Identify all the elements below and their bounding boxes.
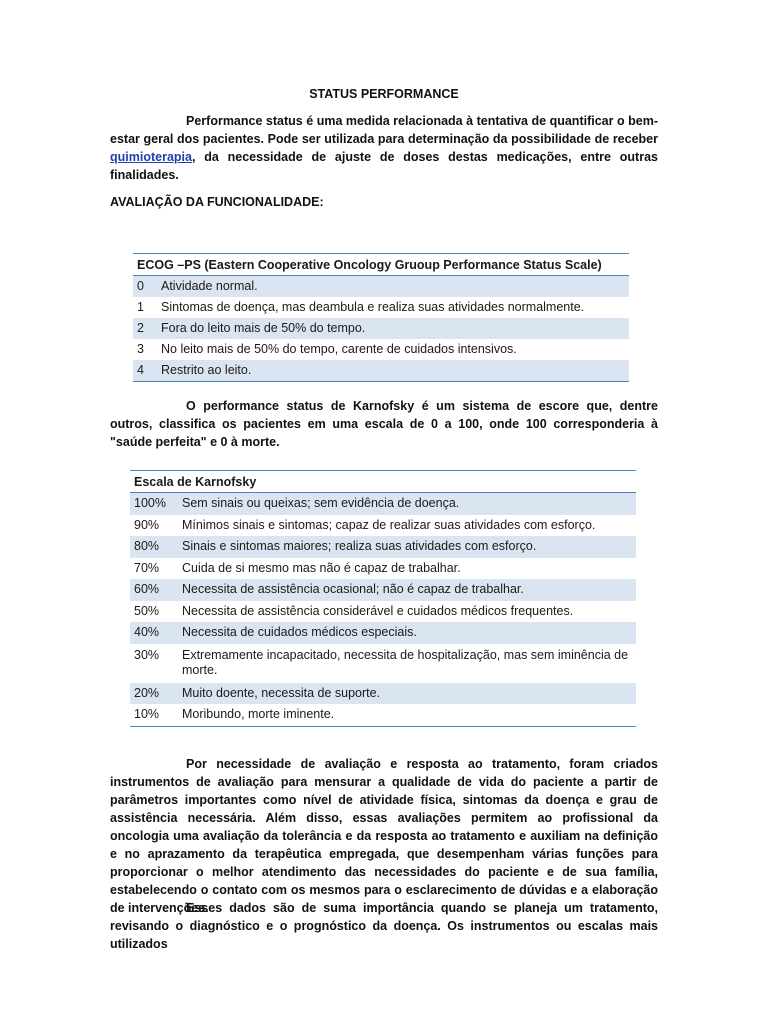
karnofsky-description: Necessita de cuidados médicos especiais. bbox=[178, 622, 636, 644]
ecog-description: No leito mais de 50% do tempo, carente de cuidados intensivos. bbox=[161, 342, 517, 356]
intro-text-end: , da necessidade de ajuste de doses destas medicações, entre outras finalidades. bbox=[110, 150, 658, 182]
importance-paragraph bbox=[110, 899, 658, 953]
karnofsky-table bbox=[130, 470, 636, 727]
karnofsky-description: Extremamente incapacitado, necessita de hospitalização, mas sem iminência de morte. bbox=[182, 647, 629, 677]
karnofsky-row bbox=[130, 704, 636, 726]
karnofsky-score: 50% bbox=[134, 603, 160, 618]
ecog-description: Fora do leito mais de 50% do tempo. bbox=[157, 318, 629, 339]
karnofsky-score: 30% bbox=[134, 647, 160, 662]
karnofsky-row bbox=[130, 601, 636, 623]
karnofsky-description: Moribundo, morte iminente. bbox=[178, 704, 636, 726]
ecog-table bbox=[133, 253, 629, 382]
karnofsky-score: 70% bbox=[134, 560, 160, 575]
ecog-description: Atividade normal. bbox=[157, 276, 629, 297]
ecog-row bbox=[133, 297, 629, 318]
karnofsky-score: 90% bbox=[134, 517, 160, 532]
karnofsky-description: Necessita de assistência considerável e cuidados médicos frequentes. bbox=[182, 603, 574, 618]
karnofsky-table-caption: Escala de Karnofsky bbox=[130, 470, 636, 493]
section-heading: AVALIAÇÃO DA FUNCIONALIDADE: bbox=[110, 195, 324, 209]
ecog-score: 0 bbox=[133, 276, 157, 297]
importance-text: Esses dados são de suma importância quando se planeja um tratamento, revisando o diagnóstico e o prognóstico da doença. Os instrumentos ou escalas mais utilizados bbox=[110, 901, 658, 951]
karnofsky-description: Sinais e sintomas maiores; realiza suas atividades com esforço. bbox=[178, 536, 636, 558]
karnofsky-description: Sem sinais ou queixas; sem evidência de doença. bbox=[178, 493, 636, 515]
ecog-score: 1 bbox=[137, 300, 144, 314]
ecog-description: Restrito ao leito. bbox=[157, 360, 629, 382]
karnofsky-score: 40% bbox=[130, 622, 178, 644]
karnofsky-row bbox=[130, 579, 636, 601]
ecog-score: 4 bbox=[133, 360, 157, 382]
ecog-description: Sintomas de doença, mas deambula e realiza suas atividades normalmente. bbox=[161, 300, 585, 314]
karnofsky-description: Cuida de si mesmo mas não é capaz de trabalhar. bbox=[182, 560, 461, 575]
ecog-row bbox=[133, 339, 629, 360]
intro-text-start: Performance status é uma medida relacionada à tentativa de quantificar o bem-estar geral dos pacientes. Pode ser utilizada para determinação da possibilidade de receber bbox=[110, 114, 658, 146]
karnofsky-row bbox=[130, 536, 636, 558]
karnofsky-row bbox=[130, 515, 636, 537]
karnofsky-description: Necessita de assistência ocasional; não é capaz de trabalhar. bbox=[178, 579, 636, 601]
assessment-text: Por necessidade de avaliação e resposta ao tratamento, foram criados instrumentos de avaliação para mensurar a qualidade de vida do paciente a partir de parâmetros importantes como nível de atividade física, sintomas da doença e grau de assistência necessária. Além disso, essas avaliações permitem ao profissional da oncologia uma avaliação da tolerância e da resposta ao tratamento e auxiliam na definição e no aprazamento da terapêutica empregada, que desempenham várias funções para proporcionar o melhor atendimento das necessidades do paciente e de sua família, estabelecendo o contato com os mesmos para o esclarecimento de dúvidas e a elaboração de intervenções. bbox=[110, 757, 658, 915]
karnofsky-description: Muito doente, necessita de suporte. bbox=[178, 683, 636, 705]
ecog-table-caption: ECOG –PS (Eastern Cooperative Oncology Gruoup Performance Status Scale) bbox=[133, 253, 629, 276]
karnofsky-score: 10% bbox=[130, 704, 178, 726]
karnofsky-intro-paragraph bbox=[110, 397, 658, 451]
karnofsky-row bbox=[130, 493, 636, 515]
chemotherapy-link[interactable]: quimioterapia bbox=[110, 150, 192, 164]
page-title: STATUS PERFORMANCE bbox=[309, 87, 459, 101]
karnofsky-row bbox=[130, 558, 636, 580]
karnofsky-score: 80% bbox=[130, 536, 178, 558]
ecog-score: 2 bbox=[133, 318, 157, 339]
karnofsky-intro-text: O performance status de Karnofsky é um sistema de escore que, dentre outros, classifica os pacientes em uma escala de 0 a 100, onde 100 corresponderia à "saúde perfeita" e 0 à morte. bbox=[110, 399, 658, 449]
karnofsky-score: 100% bbox=[130, 493, 178, 515]
karnofsky-score: 20% bbox=[130, 683, 178, 705]
karnofsky-score: 60% bbox=[130, 579, 178, 601]
intro-paragraph bbox=[110, 112, 658, 184]
ecog-row bbox=[133, 360, 629, 382]
ecog-row bbox=[133, 318, 629, 339]
ecog-row bbox=[133, 276, 629, 297]
ecog-score: 3 bbox=[137, 342, 144, 356]
assessment-paragraph bbox=[110, 755, 658, 917]
karnofsky-row bbox=[130, 644, 636, 683]
karnofsky-description: Mínimos sinais e sintomas; capaz de realizar suas atividades com esforço. bbox=[182, 517, 596, 532]
karnofsky-row bbox=[130, 622, 636, 644]
karnofsky-row bbox=[130, 683, 636, 705]
